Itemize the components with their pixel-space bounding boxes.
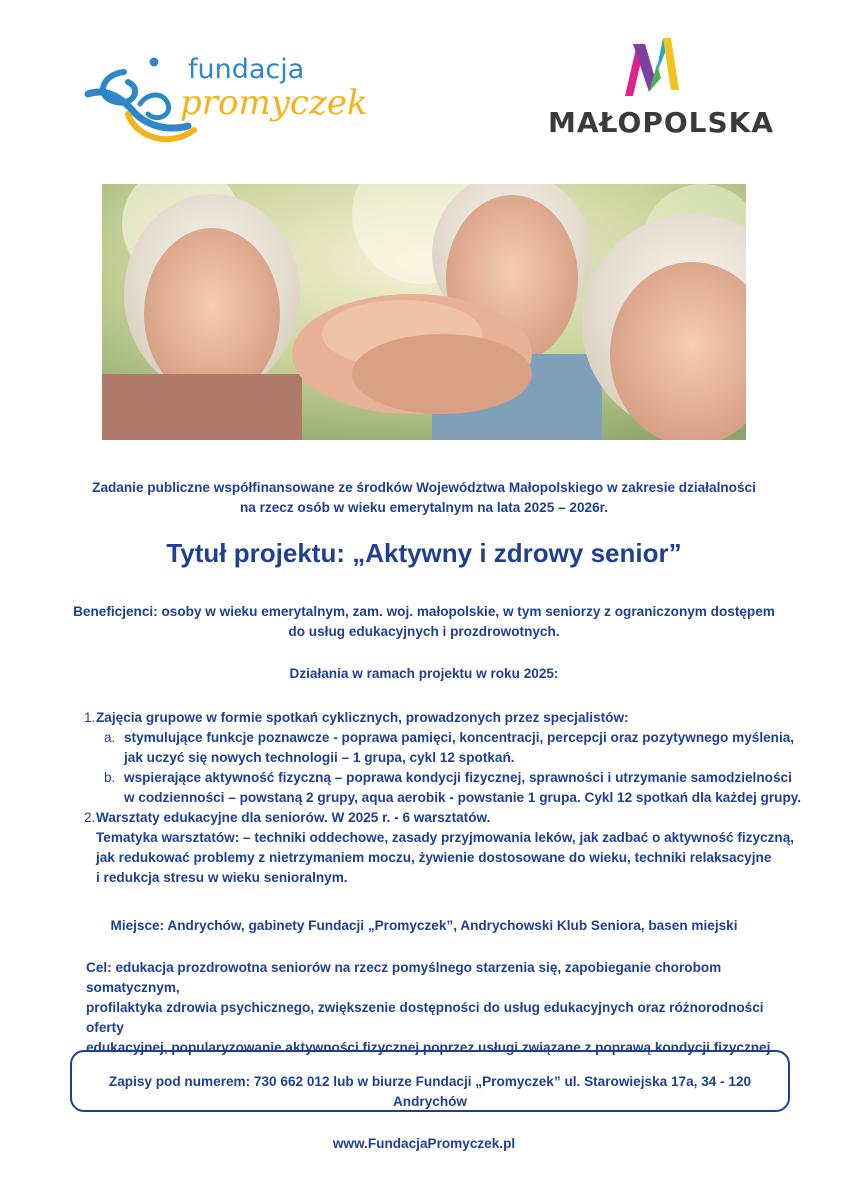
promyczek-wordmark: promyczek [180,83,368,123]
actions-list [84,708,804,888]
workshop-topics-line: jak redukować problemy z nietrzymaniem moczu, żywienie dostosowane do wieku, techniki relaksacyjne [96,850,772,865]
list-item [84,708,804,728]
funding-line-1: Zadanie publiczne współfinansowane ze środków Województwa Małopolskiego w zakresie działalności [92,480,756,495]
seniors-photo [102,184,746,440]
place: Miejsce: Andrychów, gabinety Fundacji „Promyczek”, Andrychowski Klub Seniora, basen miejski [110,918,738,933]
sub-list-line: wspierające aktywność fizyczną – poprawa kondycji fizycznej, sprawności i utrzymanie samodzielności [124,770,792,785]
project-title: Tytuł projektu: „Aktywny i zdrowy senior” [166,538,682,568]
sub-list-line: jak uczyć się nowych technologii – 1 grupa, cykl 12 spotkań. [124,750,515,765]
sub-list-item [104,768,804,808]
funding-line-2: na rzecz osób w wieku emerytalnym na lata 2025 – 2026r. [240,500,608,515]
goal-line: edukacyjnej, popularyzowanie aktywności fizycznej poprzez usługi związane z poprawą kondycji fizycznej. [86,1040,775,1055]
signup-text: Zapisy pod numerem: 730 662 012 lub w biurze Fundacji „Promyczek” ul. Starowiejska 17a, 34 - 120 Andrychów [108,1074,752,1109]
workshop-topics-line: i redukcja stresu w wieku senioralnym. [96,870,348,885]
workshop-topics [96,828,804,888]
beneficiaries [50,602,798,642]
website-link[interactable]: www.FundacjaPromyczek.pl [332,1136,516,1151]
list-item [84,808,804,828]
list-number: 1. [84,710,96,725]
beneficiaries-line-2: do usług edukacyjnych i prozdrowotnych. [288,624,560,639]
sub-list-line: w codzienności – powstaną 2 grupy, aqua aerobik - powstanie 1 grupa. Cykl 12 spotkań dla każdej grupy. [124,790,802,805]
sub-list-line: stymulujące funkcje poznawcze - poprawa pamięci, koncentracji, percepcji oraz pozytywnego myślenia, [124,730,795,745]
fundacja-promyczek-logo-graphic [84,52,384,157]
workshop-topics-line: Tematyka warsztatów: – techniki oddechowe, zasady przyjmowania leków, jak zadbać o aktywność fizyczną, [96,830,795,845]
funding-statement [60,478,788,518]
goal [86,958,796,1058]
malopolska-logo [545,34,775,144]
beneficiaries-line-1: Beneficjenci: osoby w wieku emerytalnym, zam. woj. małopolskie, w tym seniorzy z ograniczonym dostępem [73,604,775,619]
sub-list-letter: a. [104,730,116,745]
sub-list-letter: b. [104,770,116,785]
fundacja-promyczek-logo [84,52,384,157]
malopolska-m-icon [545,34,760,106]
list-item-text: Zajęcia grupowe w formie spotkań cyklicznych, prowadzonych przez specjalistów: [96,710,629,725]
goal-line: profilaktyka zdrowia psychicznego, zwiększenie dostępności do usług edukacyjnych oraz różnorodności oferty [86,1000,764,1035]
goal-line: Cel: edukacja prozdrowotna seniorów na rzecz pomyślnego starzenia się, zapobieganie chorobom somatycznym, [86,960,722,995]
signup-box [70,1050,790,1112]
sub-list-item [104,728,804,768]
list-item-text: Warsztaty edukacyjne dla seniorów. W 2025 r. - 6 warsztatów. [96,810,491,825]
fundacja-wordmark: fundacja [188,54,305,85]
actions-heading: Działania w ramach projektu w roku 2025: [289,666,559,681]
malopolska-wordmark: MAŁOPOLSKA [548,106,775,139]
list-number: 2. [84,810,96,825]
seniors-photo-graphic [102,184,746,440]
